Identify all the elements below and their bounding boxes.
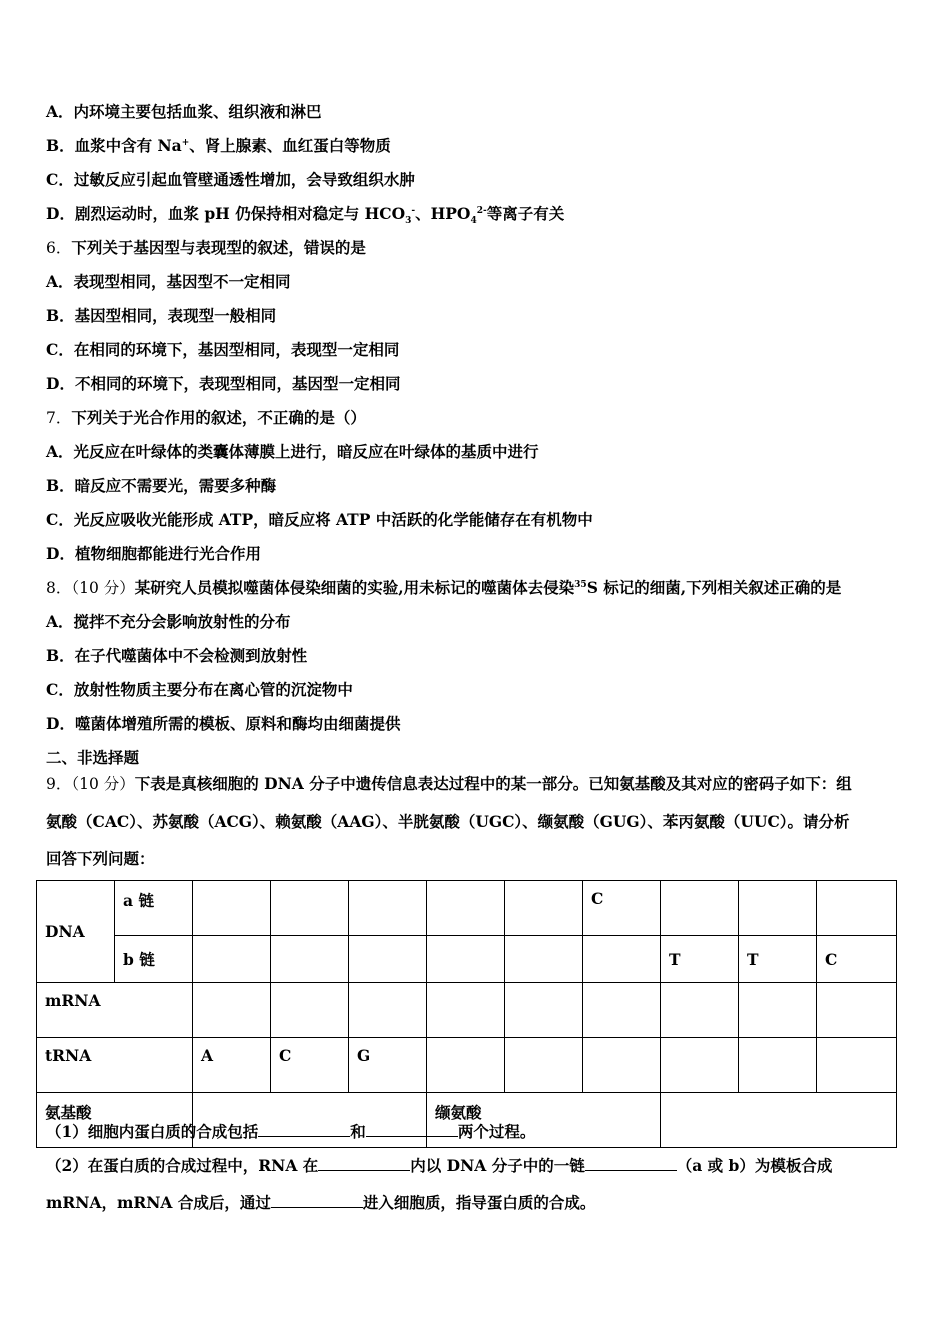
q9-sub2	[46, 1156, 832, 1176]
gene-expression-table	[36, 880, 897, 1148]
hpo4-charge: 2-	[476, 205, 487, 216]
q6-option-b: B．基因型相同，表现型一般相同	[46, 306, 277, 325]
q8-option-d: D．噬菌体增殖所需的模板、原料和酶均由细菌提供	[46, 714, 401, 733]
b-chain-cell	[349, 936, 427, 983]
table-row-trna	[37, 1038, 897, 1093]
a-chain-cell	[817, 881, 897, 936]
q6-stem	[46, 238, 366, 258]
a-chain-cell	[271, 881, 349, 936]
q6-option-d: D．不相同的环境下，表现型相同，基因型一定相同	[46, 374, 401, 393]
mrna-cell	[349, 983, 427, 1038]
amino-acid-label: 氨基酸	[37, 1093, 193, 1148]
q8-option-b: B．在子代噬菌体中不会检测到放射性	[46, 646, 308, 665]
trna-cell	[427, 1038, 505, 1093]
trna-cell: C	[271, 1038, 349, 1093]
q8-stem-text: 某研究人员模拟噬菌体侵染细菌的实验,用未标记的噬菌体去侵染	[134, 578, 575, 597]
answer-blank[interactable]	[366, 1122, 458, 1137]
answer-blank[interactable]	[318, 1156, 410, 1171]
q6-stem-text: 下列关于基因型与表现型的叙述，错误的是	[71, 238, 366, 257]
dna-label: DNA	[37, 881, 115, 983]
sodium-charge: +	[181, 137, 190, 148]
q9-sub2-line2-tail: 进入细胞质，指导蛋白质的合成。	[362, 1193, 596, 1212]
q7-option-c: C．光反应吸收光能形成 ATP，暗反应将 ATP 中活跃的化学能储存在有机物中	[46, 510, 593, 529]
b-chain-cell	[583, 936, 661, 983]
b-chain-cell	[505, 936, 583, 983]
q6-option-c: C．在相同的环境下，基因型相同，表现型一定相同	[46, 340, 400, 359]
q8-option-c: C．放射性物质主要分布在离心管的沉淀物中	[46, 680, 353, 699]
a-chain-cell	[505, 881, 583, 936]
q9-stem-line3: 回答下列问题：	[46, 849, 155, 868]
q9-sub1-text: （1）细胞内蛋白质的合成包括	[46, 1122, 259, 1141]
q9-stem-line1: 下表是真核细胞的 DNA 分子中遗传信息表达过程中的某一部分。已知氨基酸及其对应的密码子如下：组	[134, 774, 852, 793]
sulfur-isotope: 35	[574, 579, 587, 590]
trna-cell	[583, 1038, 661, 1093]
answer-blank[interactable]	[258, 1122, 350, 1137]
b-chain-cell: T	[739, 936, 817, 983]
b-chain-cell	[193, 936, 271, 983]
trna-cell	[739, 1038, 817, 1093]
mrna-cell	[427, 983, 505, 1038]
mrna-cell	[193, 983, 271, 1038]
trna-cell: A	[193, 1038, 271, 1093]
mrna-label: mRNA	[37, 983, 193, 1038]
q5-option-a: A．内环境主要包括血浆、组织液和淋巴	[46, 102, 322, 121]
q6-option-a: A．表现型相同，基因型不一定相同	[46, 272, 291, 291]
q5-option-d-text: D．剧烈运动时，血浆 pH 仍保持相对稳定与 HCO	[46, 204, 406, 223]
q7-option-d: D．植物细胞都能进行光合作用	[46, 544, 261, 563]
q9-sub1-and: 和	[350, 1122, 366, 1141]
b-chain-cell	[271, 936, 349, 983]
q8-stem-tail: S 标记的细菌,下列相关叙述正确的是	[586, 578, 842, 597]
q7-option-a: A．光反应在叶绿体的类囊体薄膜上进行，暗反应在叶绿体的基质中进行	[46, 442, 539, 461]
q8-option-a: A．搅拌不充分会影响放射性的分布	[46, 612, 291, 631]
q5-option-b	[46, 136, 391, 156]
q9-sub1-tail: 两个过程。	[457, 1122, 536, 1141]
q5-option-b-tail: 、肾上腺素、血红蛋白等物质	[189, 136, 391, 155]
q7-stem-text: 下列关于光合作用的叙述，不正确的是（）	[71, 408, 366, 427]
trna-label: tRNA	[37, 1038, 193, 1093]
b-chain-cell: T	[661, 936, 739, 983]
q9-stem-line2: 氨酸（CAC）、苏氨酸（ACG）、赖氨酸（AAG）、半胱氨酸（UGC）、缬氨酸（GUG）、苯丙氨酸（UUC）。请分析	[46, 812, 850, 831]
b-chain-cell: C	[817, 936, 897, 983]
table-row-a-chain	[37, 881, 897, 936]
q9-sub2-tail: （a 或 b）为模板合成	[676, 1156, 833, 1175]
q6-number: 6．	[46, 239, 72, 257]
mrna-cell	[583, 983, 661, 1038]
q9-sub2-line2-text: mRNA，mRNA 合成后，通过	[46, 1193, 271, 1212]
q9-number: 9．（10 分）	[46, 775, 135, 793]
answer-blank[interactable]	[585, 1156, 677, 1171]
q9-sub2-line2	[46, 1193, 595, 1213]
trna-cell	[505, 1038, 583, 1093]
q7-stem	[46, 408, 366, 428]
mrna-cell	[505, 983, 583, 1038]
a-chain-cell	[193, 881, 271, 936]
q9-stem	[46, 774, 852, 794]
a-chain-cell	[739, 881, 817, 936]
q5-option-c: C．过敏反应引起血管壁通透性增加，会导致组织水肿	[46, 170, 415, 189]
b-chain-label: b 链	[115, 936, 193, 983]
a-chain-label: a 链	[115, 881, 193, 936]
hco3-subscript: 3	[405, 216, 412, 227]
q8-number: 8．（10 分）	[46, 579, 135, 597]
q8-stem	[46, 578, 841, 598]
mrna-cell	[817, 983, 897, 1038]
a-chain-cell: C	[583, 881, 661, 936]
section-heading: 二、非选择题	[46, 748, 140, 767]
trna-cell	[661, 1038, 739, 1093]
mrna-cell	[739, 983, 817, 1038]
table-row-b-chain	[37, 936, 897, 983]
q5-option-b-text: B．血浆中含有 Na	[46, 136, 182, 155]
q5-option-d	[46, 204, 565, 227]
q9-sub1	[46, 1122, 535, 1142]
trna-cell	[817, 1038, 897, 1093]
q5-option-d-tail: 等离子有关	[486, 204, 565, 223]
hpo4-subscript: 4	[470, 216, 477, 227]
a-chain-cell	[661, 881, 739, 936]
amino-acid-cell	[661, 1093, 897, 1148]
mrna-cell	[661, 983, 739, 1038]
a-chain-cell	[349, 881, 427, 936]
q7-option-b: B．暗反应不需要光，需要多种酶	[46, 476, 277, 495]
amino-acid-cell: 缬氨酸	[427, 1093, 661, 1148]
answer-blank[interactable]	[271, 1193, 363, 1208]
a-chain-cell	[427, 881, 505, 936]
hco3-charge: -	[411, 205, 416, 216]
table-row-mrna	[37, 983, 897, 1038]
hpo4-text: 、HPO	[415, 204, 471, 223]
q9-sub2-text: （2）在蛋白质的合成过程中，RNA 在	[46, 1156, 319, 1175]
trna-cell: G	[349, 1038, 427, 1093]
b-chain-cell	[427, 936, 505, 983]
mrna-cell	[271, 983, 349, 1038]
q9-sub2-mid: 内以 DNA 分子中的一链	[410, 1156, 585, 1175]
q7-number: 7．	[46, 409, 72, 427]
